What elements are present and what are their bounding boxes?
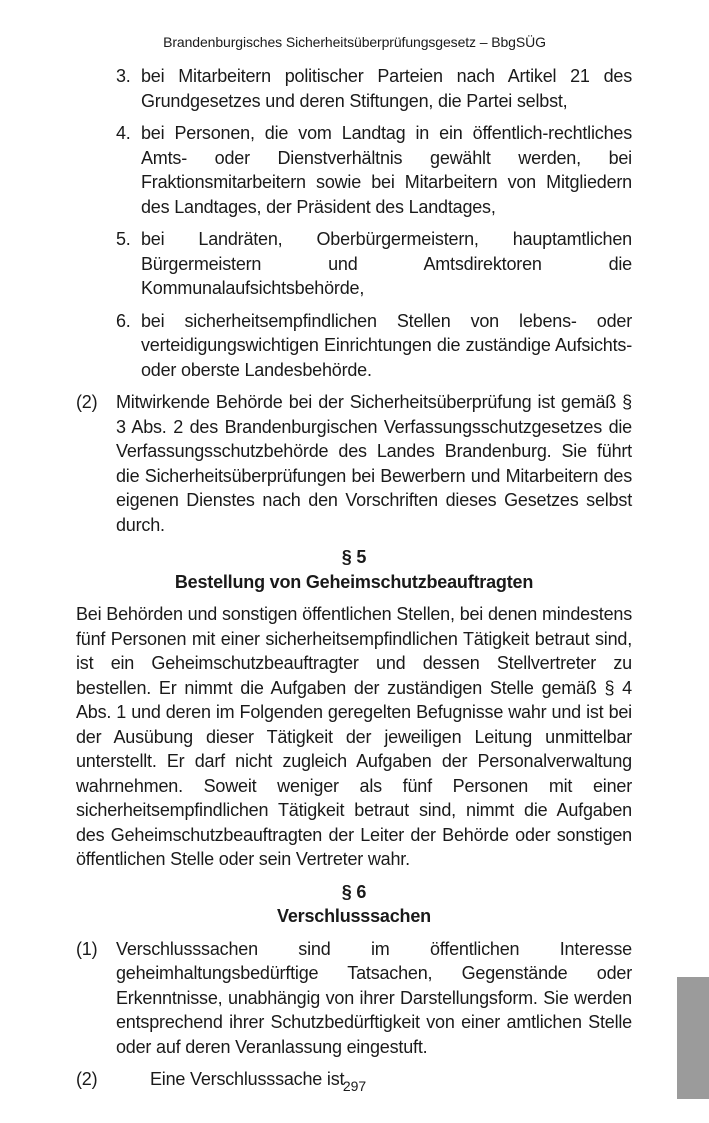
list-item (76, 64, 632, 113)
list-item-number: 5. (116, 229, 131, 249)
page-body (76, 64, 632, 1100)
absatz-text: Verschlusssachen sind im öffentlichen Interesse geheimhaltungsbedürftige Tatsachen, Gegenstände oder Erkenntnisse, unabhängig von ihrer Darstellungsform. Sie werden entsprechend ihrer Schutzbedürftigkeit von einer amtlichen Stelle oder auf deren Veranlassung eingestuft. (116, 938, 632, 1057)
section-5-number: § 5 (341, 547, 367, 567)
page-number: 297 (342, 1078, 367, 1094)
absatz-number: (1) (76, 938, 98, 959)
list-item-number: 4. (116, 123, 131, 143)
section-6-title: Verschlusssachen (277, 906, 431, 926)
list-item (76, 227, 632, 301)
list-item (76, 309, 632, 383)
section-5-title: Bestellung von Geheimschutzbeauftragten (174, 571, 534, 592)
absatz-2 (76, 390, 632, 537)
list-item-text: bei Landräten, Oberbürgermeistern, hauptamtlichen Bürgermeistern und Amtsdirektoren die Kommunalaufsichtsbehörde, (141, 229, 632, 298)
list-item-text: bei Personen, die vom Landtag in ein öffentlich-rechtliches Amts- oder Dienstverhältnis gewählt werden, bei Fraktionsmitarbeitern sowie bei Mitarbeitern von Mitgliedern des Landtages, der Präsident des Landtages, (141, 123, 632, 217)
section-6-absatz-1 (76, 937, 632, 1060)
list-item-number: 6. (116, 310, 131, 331)
absatz-text: Eine Verschlusssache ist (150, 1069, 345, 1089)
running-header: Brandenburgisches Sicherheitsüberprüfungsgesetz – BbgSÜG (163, 34, 546, 50)
absatz-number: (2) (76, 1069, 98, 1089)
absatz-text: Mitwirkende Behörde bei der Sicherheitsüberprüfung ist gemäß § 3 Abs. 2 des Brandenburgischen Verfassungsschutzgesetzes die Verfassungsschutzbehörde des Landes Brandenburg. Sie führt die Sicherheitsüberprüfungen bei Bewerbern und Mitarbeitern des eigenen Dienstes nach den Vorschriften dieses Gesetzes selbst durch. (116, 392, 632, 535)
absatz-number: (2) (76, 392, 98, 412)
list-item-text: bei Mitarbeitern politischer Parteien nach Artikel 21 des Grundgesetzes und deren Stiftungen, die Partei selbst, (141, 66, 632, 111)
section-5-body: Bei Behörden und sonstigen öffentlichen Stellen, bei denen mindestens fünf Personen mit einer sicherheitsempfindlichen Tätigkeit betraut sind, ist ein Geheimschutzbeauftragter und dessen Stellvertreter zu bestellen. Er nimmt die Aufgaben der zuständigen Stelle gemäß § 4 Abs. 1 und deren im Folgenden geregelten Befugnisse wahr und ist bei der Ausübung dieser Tätigkeit der jeweiligen Leitung unmittelbar unterstellt. Er darf nicht zugleich Aufgaben der Personalverwaltung wahrnehmen. Soweit weniger als fünf Personen mit einer sicherheitsempfindlichen Tätigkeit betraut sind, nimmt die Aufgaben des Geheimschutzbeauftragten der Leiter der Behörde oder sonstigen öffentlichen Stelle oder sein Vertreter wahr. (76, 604, 632, 869)
list-item-number: 3. (116, 66, 131, 86)
section-6-number: § 6 (341, 881, 367, 902)
thumb-index-tab (677, 977, 709, 1099)
list-item (76, 121, 632, 219)
list-item-text: bei sicherheitsempfindlichen Stellen von lebens- oder verteidigungswichtigen Einrichtungen die zuständige Aufsichts- oder oberste Landesbehörde. (141, 310, 632, 380)
